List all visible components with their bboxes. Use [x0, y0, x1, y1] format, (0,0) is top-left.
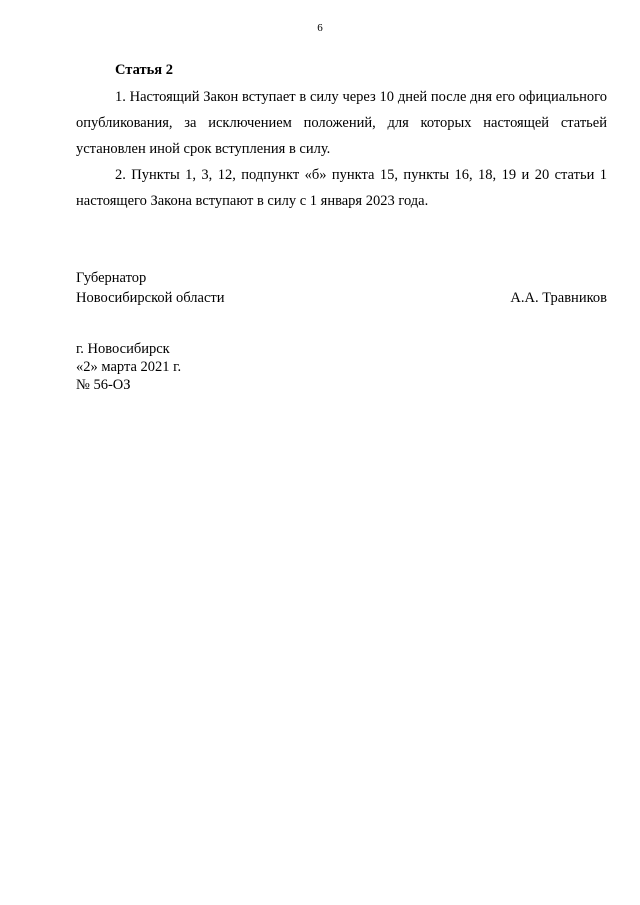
article-heading: Статья 2	[115, 62, 173, 78]
place-date-block	[76, 340, 181, 394]
law-number: № 56-ОЗ	[76, 377, 131, 393]
article-paragraph-1: 1. Настоящий Закон вступает в силу через 10 дней после дня его официального опубликования, за исключением положений, для которых настоящей статьей установлен иной срок вступления в силу.	[76, 89, 607, 157]
article-paragraph-2: 2. Пункты 1, 3, 12, подпункт «б» пункта 15, пункты 16, 18, 19 и 20 статьи 1 настоящего Закона вступают в силу с 1 января 2023 года.	[76, 167, 607, 209]
signature-row	[76, 288, 607, 308]
signatory-title-line2: Новосибирской области	[76, 290, 225, 306]
signature-block	[76, 268, 607, 308]
city: г. Новосибирск	[76, 341, 170, 357]
signatory-title-line1: Губернатор	[76, 270, 147, 286]
page-number: 6	[317, 22, 323, 34]
signatory-name: А.А. Травников	[510, 290, 607, 306]
date: «2» марта 2021 г.	[76, 359, 182, 375]
